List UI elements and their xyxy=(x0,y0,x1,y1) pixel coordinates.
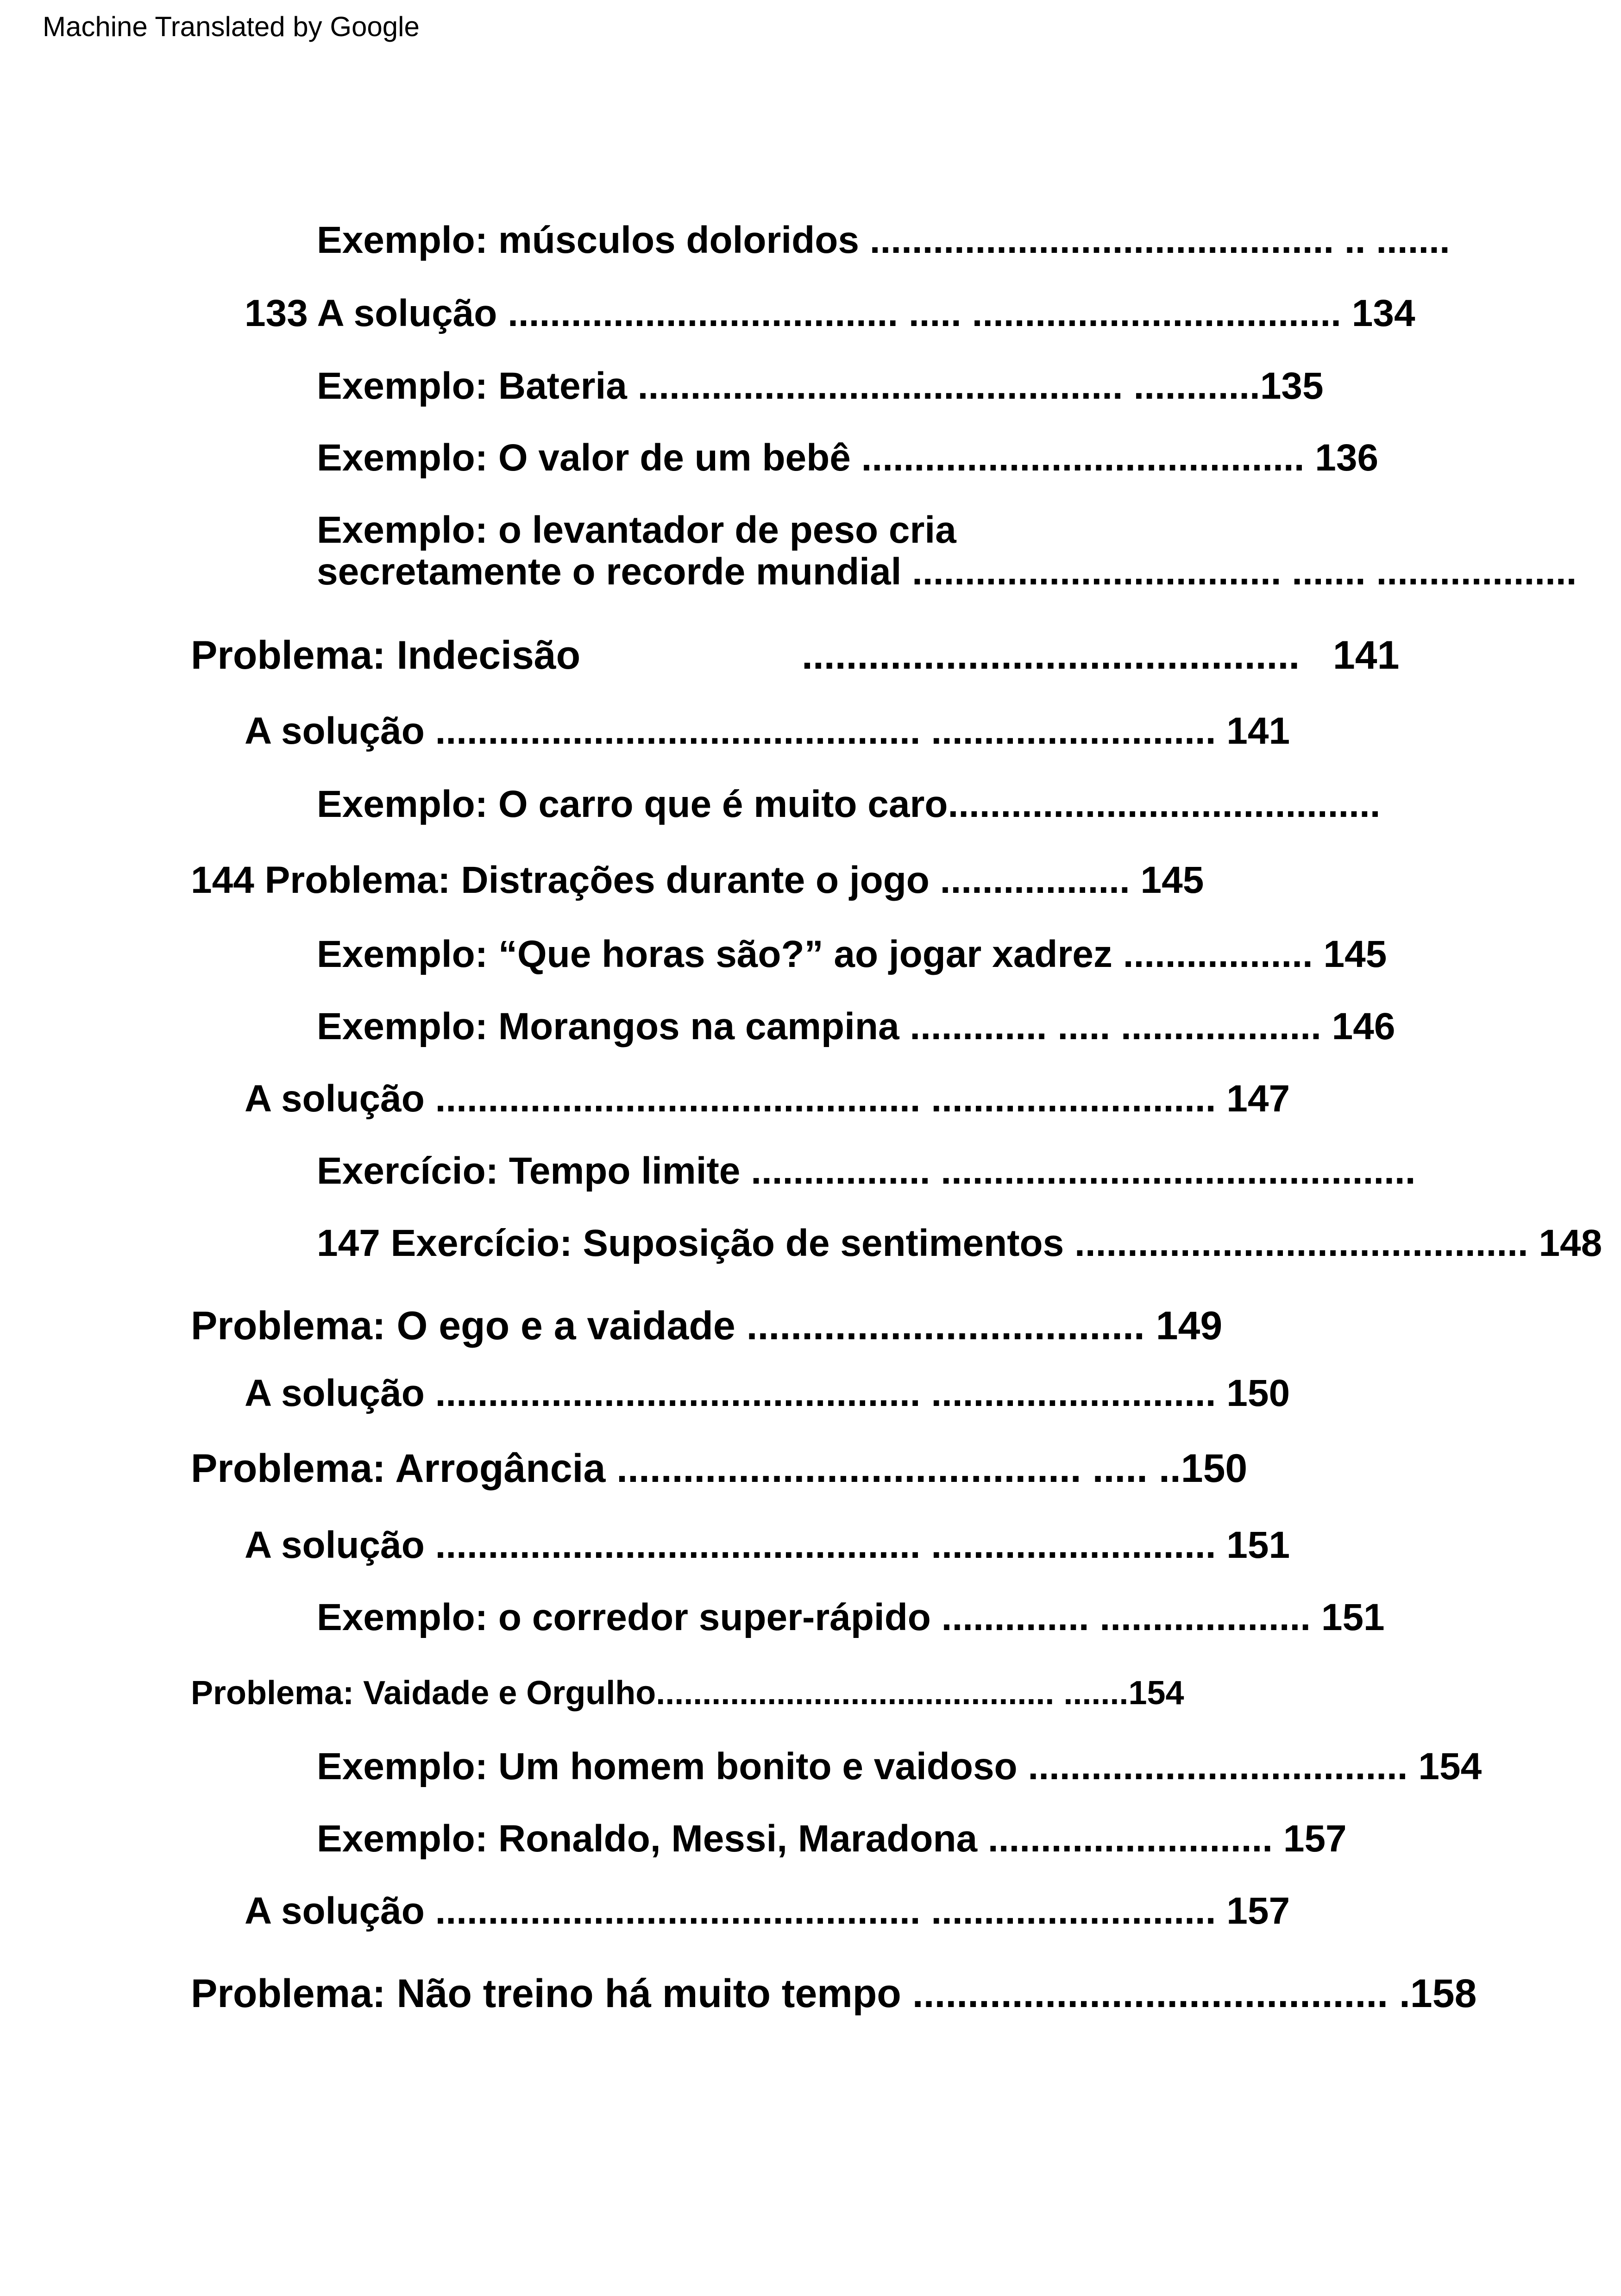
toc-entry-exemplo-ronaldo-messi: Exemplo: Ronaldo, Messi, Maradona ........................... 157 xyxy=(317,1818,1347,1860)
toc-entry-problema-vaidade-orgulho: Problema: Vaidade e Orgulho........................................... .......154 xyxy=(191,1675,1184,1712)
toc-entry-exemplo-levantador-line2: secretamente o recorde mundial ................................... ....... ................... xyxy=(317,551,1577,593)
toc-entry-a-solucao-134: 133 A solução ..................................... ..... ................................... 134 xyxy=(245,292,1415,334)
toc-entry-exercicio-suposicao: 147 Exercício: Suposição de sentimentos ........................................... 148 xyxy=(317,1222,1602,1264)
toc-entry-exemplo-morangos: Exemplo: Morangos na campina ............. ..... ................... 146 xyxy=(317,1005,1395,1048)
toc-entry-exemplo-corredor: Exemplo: o corredor super-rápido .............. .................... 151 xyxy=(317,1596,1385,1638)
toc-entry-exemplo-carro-caro: Exemplo: O carro que é muito caro......................................... xyxy=(317,783,1381,825)
toc-entry-a-solucao-141: A solução .............................................. ........................... 141 xyxy=(245,710,1290,752)
toc-entry-a-solucao-151: A solução .............................................. ........................... 151 xyxy=(245,1524,1290,1566)
toc-entry-problema-ego-vaidade: Problema: O ego e a vaidade .................................... 149 xyxy=(191,1304,1223,1348)
toc-entry-a-solucao-147: A solução .............................................. ........................... 147 xyxy=(245,1078,1290,1120)
toc-entry-problema-nao-treino: Problema: Não treino há muito tempo ........................................... .158 xyxy=(191,1971,1477,2016)
toc-entry-problema-distracoes: 144 Problema: Distrações durante o jogo .................. 145 xyxy=(191,859,1204,901)
toc-entry-exemplo-musculos-doloridos: Exemplo: músculos doloridos ............................................ .. ....... xyxy=(317,219,1450,261)
toc-entry-exemplo-valor-bebe: Exemplo: O valor de um bebê .......................................... 136 xyxy=(317,437,1379,479)
toc-entry-problema-indecisao: Problema: Indecisão ............................................. 141 xyxy=(191,633,1400,678)
toc-entry-exemplo-que-horas-sao: Exemplo: “Que horas são?” ao jogar xadrez .................. 145 xyxy=(317,933,1387,975)
toc-entry-exemplo-bateria: Exemplo: Bateria .............................................. ............135 xyxy=(317,365,1324,407)
toc-entry-a-solucao-150: A solução .............................................. ........................... 150 xyxy=(245,1372,1290,1414)
toc-entry-problema-arrogancia: Problema: Arrogância .......................................... ..... ..150 xyxy=(191,1446,1248,1491)
toc-entry-exemplo-levantador-line1: Exemplo: o levantador de peso cria xyxy=(317,509,956,551)
toc-entry-exemplo-homem-bonito: Exemplo: Um homem bonito e vaidoso .................................... 154 xyxy=(317,1745,1482,1788)
toc-entry-exercicio-tempo-limite: Exercício: Tempo limite ................. ............................................. xyxy=(317,1150,1416,1192)
machine-translation-watermark: Machine Translated by Google xyxy=(43,11,420,42)
toc-entry-a-solucao-157: A solução .............................................. ........................... 157 xyxy=(245,1890,1290,1932)
